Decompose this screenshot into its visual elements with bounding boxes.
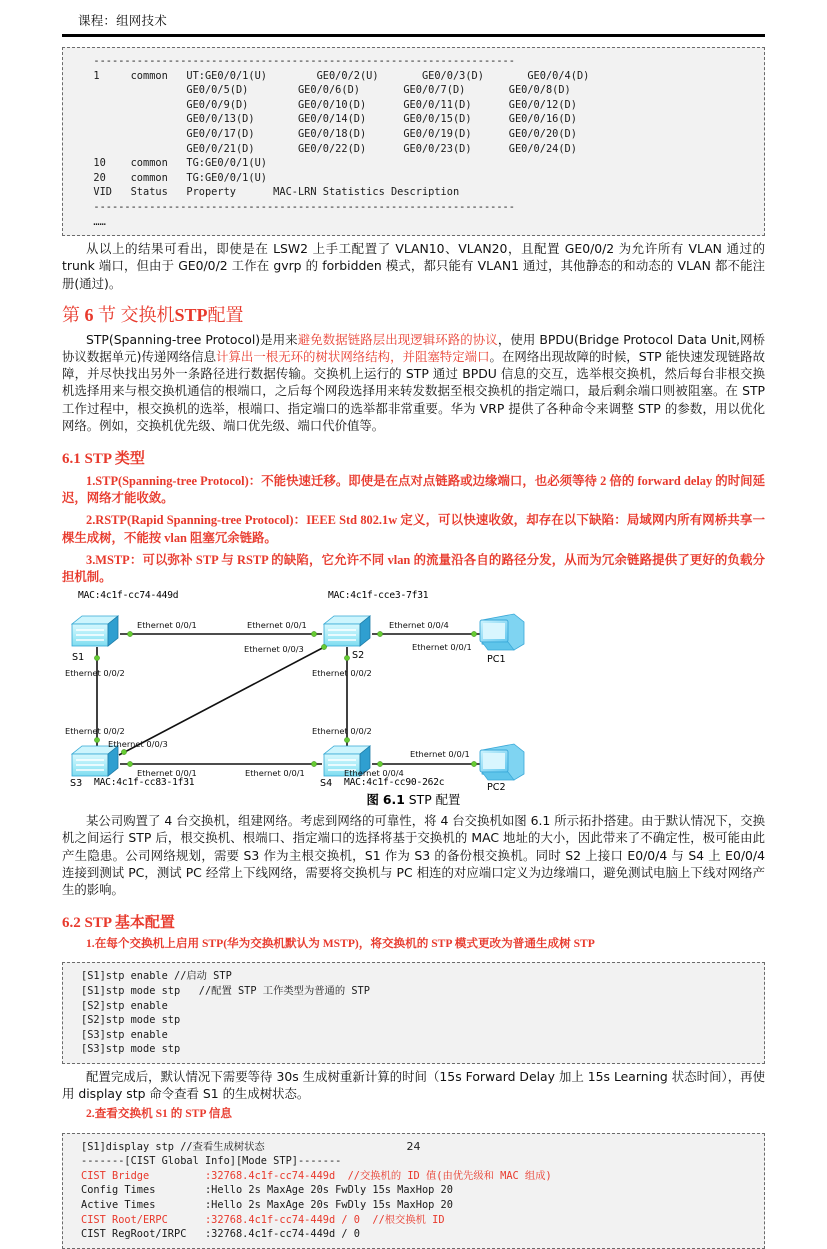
figure-caption-text: STP 配置 — [408, 792, 461, 808]
code-line: Config Times :Hello 2s MaxAge 20s FwDly 15s MaxHop 20 — [81, 1184, 453, 1197]
page-number: 24 — [406, 1140, 421, 1153]
code-line: -------------------------------------------------------------------- — [81, 55, 515, 67]
code-line: 1 common UT:GE0/0/1(U) GE0/0/2(U) GE0/0/3(D) GE0/0/4(D) — [81, 69, 590, 82]
code-line: [S3]stp mode stp — [81, 1043, 181, 1056]
section-acronym: STP — [174, 304, 208, 325]
text-segment: STP(Spanning-tree Protocol)是用来 — [86, 331, 298, 347]
pc-icon-pc1 — [480, 614, 524, 650]
paragraph-after-step1: 配置完成后，默认情况下需要等待 30s 生成树重新计算的时间（15s Forward Delay 加上 15s Learning 状态时间），再使用 display stp 命令查看 S1 的生成树状态。 — [62, 1068, 765, 1102]
code-line: CIST Bridge :32768.4c1f-cc74-449d //交换机的 ID 值(由优先级和 MAC 组成) — [81, 1169, 552, 1182]
text-segment: 。在网络出现故障的时候，STP 能快速发现链路故障，并尽快找出另外一条路径进行数据传输。交换机上运行的 STP 通过 BPDU 信息的交互，选举根交换机，然后每台非根交换机选择用来与根交换机通信的根端口，之后每个网段选择用来转发数据至根交换机的指定端口，最后剩余端口则被阻塞。在 STP 工作过程中，根交换机的选举，根端口、指定端口的选举都非常重要。华为 VRP 提供了各种命令来调整 STP 的参数，用以优化网络。例如，交换机优先级、端口优先级、端口代价值等。 — [62, 348, 765, 433]
port-label-s1-e1: Ethernet 0/0/1 — [137, 620, 197, 631]
stp-type-label: 3.MSTP： — [86, 552, 143, 567]
port-label-s4-e1: Ethernet 0/0/1 — [245, 768, 305, 779]
code-line: GE0/0/13(D) GE0/0/14(D) GE0/0/15(D) GE0/0/16(D) — [81, 113, 577, 126]
paragraph-scenario: 某公司购置了 4 台交换机，组建网络。考虑到网络的可靠性，将 4 台交换机如图 6.1 所示拓扑搭建。由于默认情况下，交换机之间运行 STP 后，根交换机、根端口、指定端口的选择将基于交换机的 MAC 地址的大小，因此带来了不确定性，极可能由此产生隐患。公司网络规划，需要 S3 作为主根交换机，S1 作为 S3 的备份根交换机。同时 S2 上接口 E0/0/4 与 S4 上 E0/0/4 连接到测试 PC，测试 PC 经常上下线网络，需要将交换机与 PC 相连的对应端口定义为边缘端口，避免测试电脑上下线对网络产生的影响。 — [62, 813, 765, 897]
port-label-s2-e1: Ethernet 0/0/1 — [247, 620, 307, 631]
code-line: Active Times :Hello 2s MaxAge 20s FwDly 15s MaxHop 20 — [81, 1198, 453, 1211]
port-label-s3-e3: Ethernet 0/0/3 — [108, 739, 168, 750]
port-label-pc1-e1: Ethernet 0/0/1 — [412, 642, 472, 653]
node-mac-s2: MAC:4c1f-cce3-7f31 — [328, 590, 429, 602]
stp-type-item — [62, 552, 765, 586]
port-label-s4-e4: Ethernet 0/0/4 — [344, 768, 404, 779]
stp-type-list — [62, 473, 765, 586]
stp-type-label: 2.RSTP(Rapid Spanning-tree Protocol)： — [86, 513, 307, 528]
port-label-s3-e1: Ethernet 0/0/1 — [137, 768, 197, 779]
code-line: -------[CIST Global Info][Mode STP]------- — [81, 1155, 342, 1168]
pc-icon-pc2 — [480, 744, 524, 780]
code-line: [S1]display stp //查看生成树状态 — [81, 1140, 265, 1153]
text-segment: ，使用 BPDU(Bridge Protocol Data Unit,网桥协议数据单元)传递网络信息 — [62, 331, 766, 364]
code-line: CIST Root/ERPC :32768.4c1f-cc74-449d / 0 //根交换机 ID — [81, 1213, 445, 1226]
node-mac-s3: MAC:4c1f-cc83-1f31 — [94, 777, 195, 789]
stp-type-item — [62, 473, 765, 507]
code-line: [S1]stp mode stp //配置 STP 工作类型为普通的 STP — [81, 984, 370, 997]
port-label-pc2-e1: Ethernet 0/0/1 — [410, 749, 470, 760]
paragraph-stp-intro — [62, 331, 765, 434]
code-line: [S3]stp enable — [81, 1028, 168, 1041]
subsection-heading-6-1: 6.1 STP 类型 — [62, 450, 145, 467]
port-label-s3-e2: Ethernet 0/0/2 — [65, 726, 125, 737]
page-header — [62, 0, 765, 29]
text-segment: 避免数据链路层出现逻辑环路的协议 — [297, 331, 498, 347]
code-line: 20 common TG:GE0/0/1(U) — [81, 171, 267, 184]
stp-type-text: IEEE Std 802.1w 定义，可以快速收敛，却存在以下缺陷：局域网内所有网桥共享一棵生成树，不能按 vlan 阻塞冗余链路。 — [62, 513, 765, 545]
step-1-heading: 1.在每个交换机上启用 STP(华为交换机默认为 MSTP)，将交换机的 STP 模式更改为普通生成树 STP — [86, 937, 595, 951]
code-line: GE0/0/5(D) GE0/0/6(D) GE0/0/7(D) GE0/0/8(D) — [81, 84, 571, 97]
section-suffix: 配置 — [207, 304, 244, 325]
code-block-vlan-output — [62, 47, 765, 236]
figure-caption-prefix: 图 — [366, 792, 379, 808]
node-mac-s4: MAC:4c1f-cc90-262c — [344, 777, 445, 789]
figure-caption — [62, 790, 765, 808]
node-name-s3: S3 — [70, 778, 83, 790]
code-line: GE0/0/9(D) GE0/0/10(D) GE0/0/11(D) GE0/0/12(D) — [81, 98, 577, 111]
node-name-s2: S2 — [352, 650, 365, 662]
text-segment: 从以上的结果可看出，即使是在 LSW2 上手工配置了 VLAN10、VLAN20，且配置 GE0/0/2 为允许所有 VLAN 通过的 trunk 端口，但由于 GE0/0/2 工作在 gvrp 的 forbidden 模式，都只能有 VLAN1 通过，其他静态的和动态的 VLAN 都不能注册(通过)。 — [62, 241, 765, 291]
code-line: [S2]stp mode stp — [81, 1014, 181, 1027]
step-2-heading: 2.查看交换机 S1 的 STP 信息 — [86, 1107, 232, 1121]
switch-icon-s1 — [72, 616, 118, 646]
stp-type-label: 1.STP(Spanning-tree Protocol)： — [86, 473, 262, 488]
code-line: GE0/0/21(D) GE0/0/22(D) GE0/0/23(D) GE0/0/24(D) — [81, 142, 577, 155]
section-mid: 节 交换机 — [98, 304, 175, 325]
switch-icon-s3 — [72, 746, 118, 776]
course-label: 课程：组网技术 — [78, 13, 167, 28]
code-line: CIST RegRoot/IRPC :32768.4c1f-cc74-449d / 0 — [81, 1228, 360, 1241]
figure-caption-number: 6.1 — [382, 792, 405, 808]
port-label-s2-e4: Ethernet 0/0/4 — [389, 620, 449, 631]
section-prefix: 第 — [62, 304, 80, 325]
port-label-s4-e2: Ethernet 0/0/2 — [312, 726, 372, 737]
figure-stp-topology — [62, 592, 765, 792]
stp-type-text: 可以弥补 STP 与 RSTP 的缺陷，它允许不同 vlan 的流量沿各自的路径分发，从而为冗余链路提供了更好的负载分担机制。 — [62, 552, 765, 584]
stp-type-item — [62, 512, 765, 546]
node-mac-s1: MAC:4c1f-cc74-449d — [78, 590, 179, 602]
header-divider — [62, 34, 765, 37]
text-segment: 计算出一根无环的树状网络结构，并阻塞特定端口 — [216, 348, 490, 364]
code-line: -------------------------------------------------------------------- — [81, 200, 515, 213]
paragraph-gvrp-conclusion — [62, 240, 765, 292]
section-number: 6 — [84, 304, 94, 325]
port-label-s2-e3: Ethernet 0/0/3 — [244, 644, 304, 655]
stp-type-text: 不能快速迁移。即使是在点对点链路或边缘端口，也必须等待 2 倍的 forward delay 的时间延迟，网络才能收敛。 — [62, 473, 766, 506]
section-heading-6 — [62, 301, 765, 327]
node-name-s4: S4 — [320, 778, 333, 790]
node-name-pc1: PC1 — [487, 654, 506, 666]
port-label-s2-e2: Ethernet 0/0/2 — [312, 668, 372, 679]
port-label-s1-e2: Ethernet 0/0/2 — [65, 668, 125, 679]
code-line: [S1]stp enable //启动 STP — [81, 970, 232, 983]
code-line: [S2]stp enable — [81, 999, 168, 1012]
subsection-heading-6-2: 6.2 STP 基本配置 — [62, 915, 175, 932]
code-line: VID Status Property MAC-LRN Statistics Description — [81, 186, 460, 199]
switch-icon-s2 — [324, 616, 370, 646]
node-name-s1: S1 — [72, 652, 85, 664]
code-line: GE0/0/17(D) GE0/0/18(D) GE0/0/19(D) GE0/0/20(D) — [81, 127, 577, 140]
node-name-pc2: PC2 — [487, 782, 506, 794]
code-line: …… — [81, 215, 106, 228]
code-line: 10 common TG:GE0/0/1(U) — [81, 157, 267, 170]
code-block-stp-enable — [62, 962, 765, 1064]
